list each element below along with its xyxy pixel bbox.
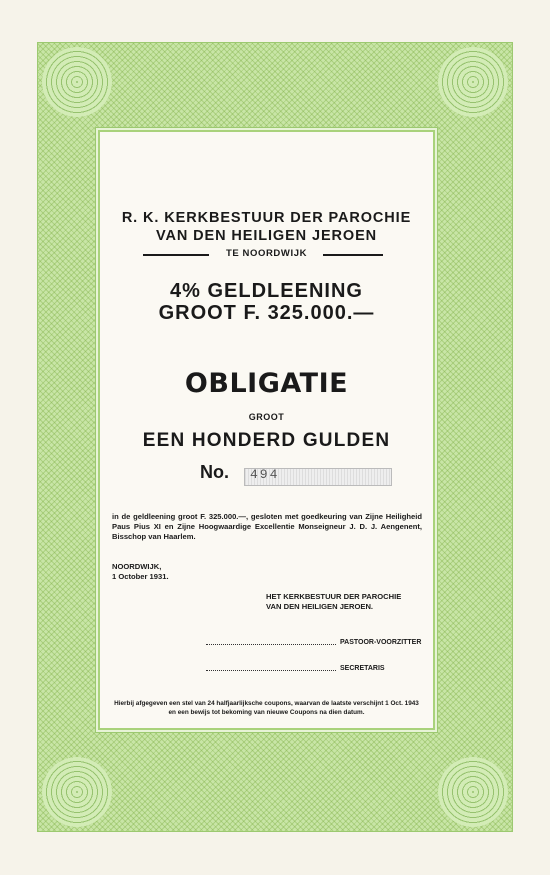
issue-date: 1 October 1931.: [112, 572, 169, 581]
issuer-location: TE NOORDWIJK: [225, 248, 308, 259]
footer-line-1: Hierbij afgegeven een stel van 24 halfjaarlijksche coupons, waarvan de laatste verschijnt 1 Oct. 1943: [114, 700, 419, 707]
issuer-line-1: R. K. KERKBESTUUR DER PAROCHIE: [121, 210, 412, 226]
footer-line-2: en een bewijs tot bekoming van nieuwe Coupons na dien datum.: [168, 709, 365, 716]
number-label: No.: [200, 462, 229, 482]
issuer-line-2: VAN DEN HEILIGEN JEROEN: [155, 228, 378, 244]
bond-terms: in de geldleening groot F. 325.000.—, gesloten met goedkeuring van Zijne Heiligheid Paus Pius XI en Zijne Hoogwaardige Excellentie Monseigneur J. D. J. Aengenent, Bisschop van Haarlem.: [112, 512, 422, 542]
corner-ornament-bottom-right: [438, 757, 508, 827]
title-rule-right: [323, 254, 383, 256]
certificate-number: 494: [250, 467, 280, 482]
signatory-line-2: VAN DEN HEILIGEN JEROEN.: [266, 602, 374, 611]
issue-place: NOORDWIJK,: [112, 562, 162, 571]
signature-line-pastoor: [206, 644, 336, 645]
certificate-panel: [100, 132, 433, 728]
pastoor-label: PASTOOR-VOORZITTER: [340, 639, 422, 646]
document-type: OBLIGATIE: [184, 368, 349, 399]
corner-ornament-bottom-left: [42, 757, 112, 827]
signature-line-secretaris: [206, 670, 336, 671]
groot-label: GROOT: [248, 412, 285, 422]
loan-amount: GROOT F. 325.000.—: [158, 302, 375, 324]
bond-denomination: EEN HONDERD GULDEN: [142, 430, 391, 451]
loan-title: 4% GELDLEENING: [170, 280, 363, 302]
secretaris-label: SECRETARIS: [340, 665, 385, 672]
corner-ornament-top-left: [42, 47, 112, 117]
corner-ornament-top-right: [438, 47, 508, 117]
signatory-line-1: HET KERKBESTUUR DER PAROCHIE: [266, 592, 402, 601]
